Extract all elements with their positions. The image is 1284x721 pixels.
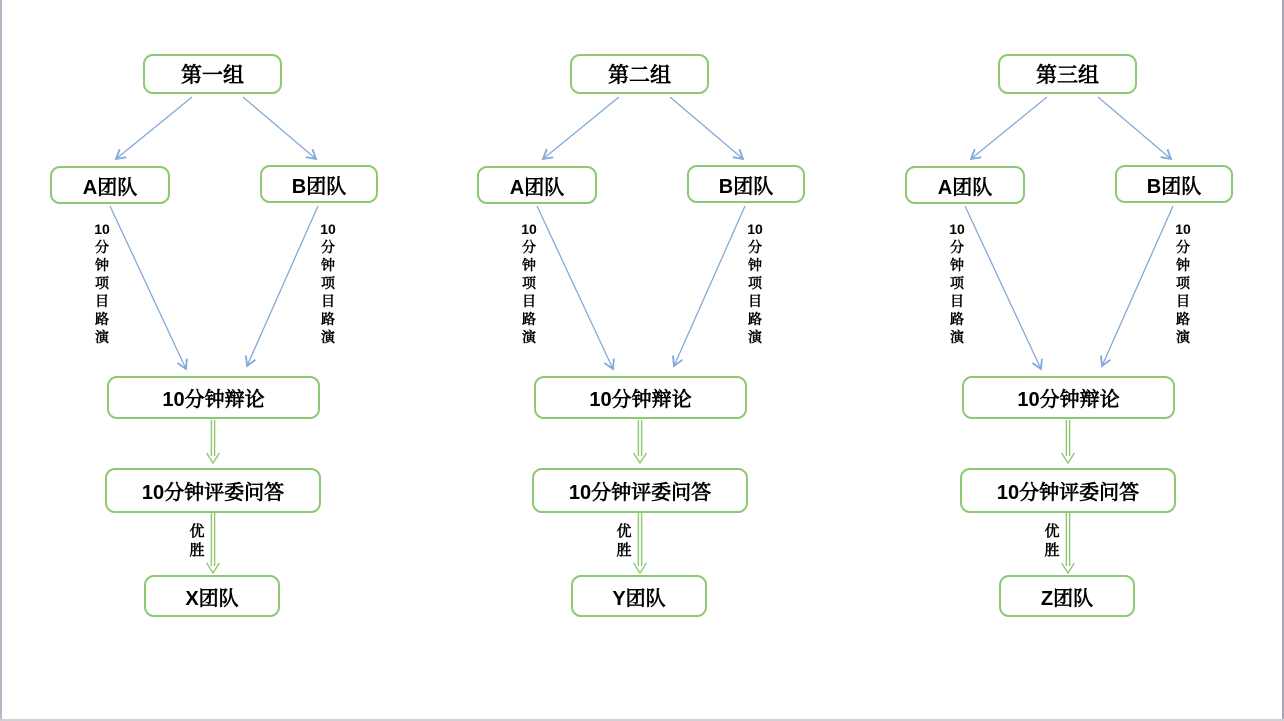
debate-label: 10分钟辩论 (589, 389, 692, 411)
group-title-label: 第三组 (1036, 64, 1099, 87)
group-column-2 (427, 0, 855, 721)
debate-box (107, 376, 320, 419)
debate-label: 10分钟辩论 (1017, 389, 1120, 411)
roadshow-label-right: 10分钟项目路演 (1175, 221, 1191, 345)
debate-box (962, 376, 1175, 419)
team-a-label: A团队 (509, 176, 565, 199)
debate-box (534, 376, 747, 419)
team-a-label: A团队 (937, 176, 993, 199)
roadshow-label-left: 10分钟项目路演 (521, 221, 537, 345)
roadshow-label-right: 10分钟项目路演 (320, 221, 336, 345)
debate-label: 10分钟辩论 (162, 389, 265, 411)
group-column-3 (855, 0, 1283, 721)
winner-team-label: Z团队 (1040, 587, 1094, 610)
group-title-box (998, 54, 1137, 94)
team-b-label: B团队 (718, 175, 774, 198)
winner-team-box (144, 575, 280, 617)
group-column-1 (0, 0, 428, 721)
judges-qa-label: 10分钟评委问答 (996, 482, 1140, 504)
team-a-box (477, 166, 597, 204)
group-title-box (143, 54, 282, 94)
roadshow-label-left: 10分钟项目路演 (949, 221, 965, 345)
winner-arrow-label: 优胜 (1044, 523, 1060, 559)
group-title-box (570, 54, 709, 94)
winner-team-box (999, 575, 1135, 617)
winner-team-label: Y团队 (612, 587, 666, 610)
team-b-label: B团队 (1146, 175, 1202, 198)
winner-arrow-label: 优胜 (616, 523, 632, 559)
judges-qa-label: 10分钟评委问答 (568, 482, 712, 504)
team-a-box (905, 166, 1025, 204)
team-b-box (260, 165, 378, 203)
group-title-label: 第二组 (608, 64, 671, 87)
winner-arrow-label: 优胜 (189, 523, 205, 559)
judges-qa-label: 10分钟评委问答 (141, 482, 285, 504)
team-a-box (50, 166, 170, 204)
roadshow-label-left: 10分钟项目路演 (94, 221, 110, 345)
roadshow-label-right: 10分钟项目路演 (747, 221, 763, 345)
team-b-label: B团队 (291, 175, 347, 198)
group-title-label: 第一组 (181, 64, 244, 87)
judges-qa-box (532, 468, 748, 513)
judges-qa-box (105, 468, 321, 513)
winner-team-label: X团队 (185, 587, 239, 610)
page-edge-left (0, 0, 2, 721)
team-a-label: A团队 (82, 176, 138, 199)
judges-qa-box (960, 468, 1176, 513)
team-b-box (1115, 165, 1233, 203)
winner-team-box (571, 575, 707, 617)
team-b-box (687, 165, 805, 203)
